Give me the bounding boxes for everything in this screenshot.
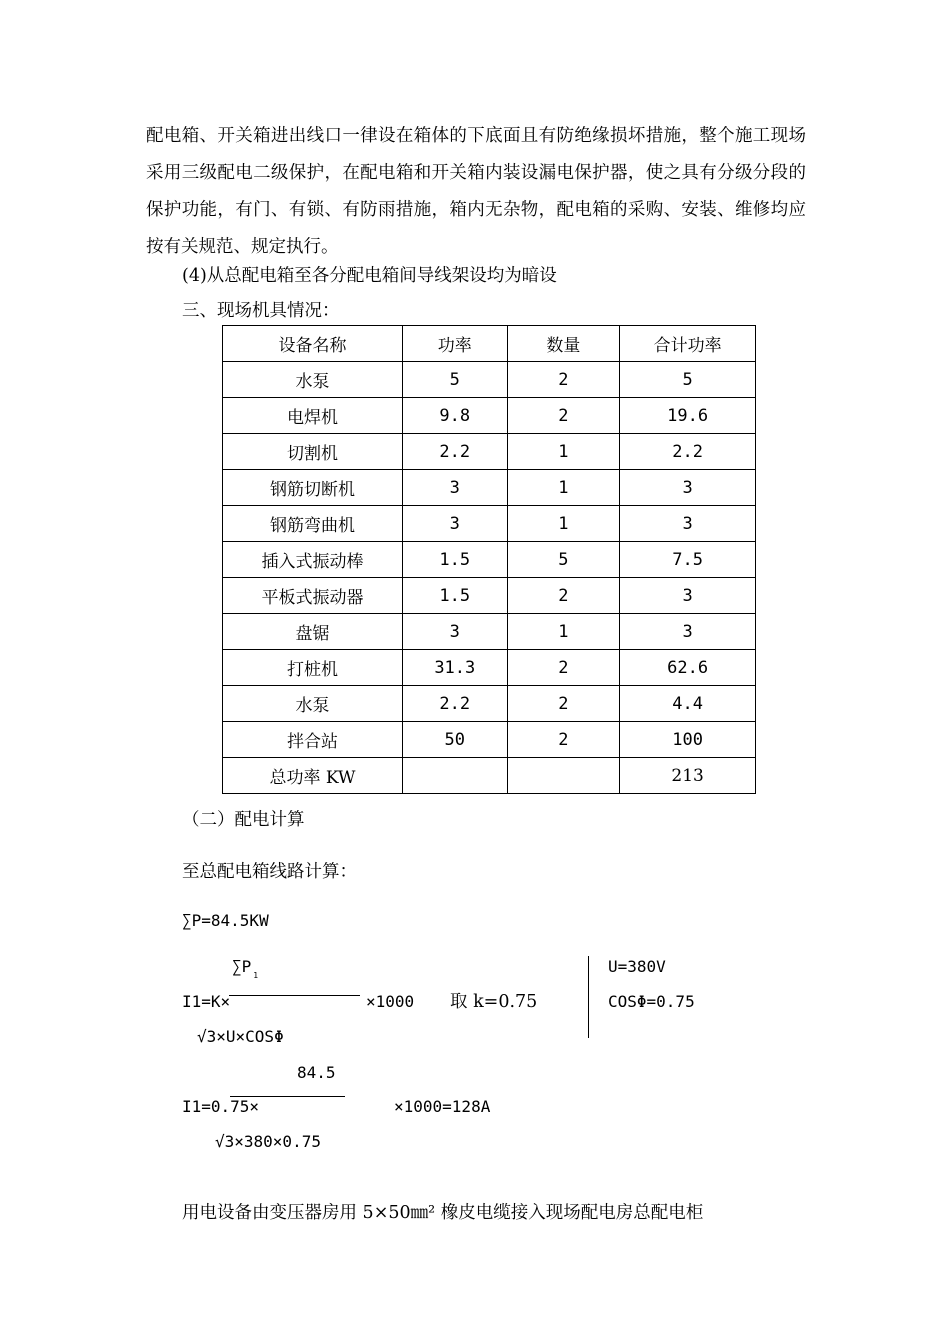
formula1-k-note-text: 取 k=0.75 xyxy=(450,992,538,1012)
section-3-title: 三、现场机具情况： xyxy=(182,301,340,321)
table-header-row xyxy=(223,326,756,362)
cell-power: 1.5 xyxy=(403,542,508,578)
equipment-table xyxy=(222,325,756,794)
cell-quantity xyxy=(507,758,620,794)
formula2-denominator: √3×380×0.75 xyxy=(215,1132,321,1151)
cell-power: 50 xyxy=(403,722,508,758)
cell-power: 3 xyxy=(403,614,508,650)
cell-power: 3 xyxy=(403,470,508,506)
cell-name: 钢筋弯曲机 xyxy=(223,506,403,542)
cell-total-power: 19.6 xyxy=(620,398,756,434)
formula1-multiplier: ×1000 xyxy=(366,992,415,1011)
cell-total-power: 213 xyxy=(620,758,756,794)
cell-total-power: 4.4 xyxy=(620,686,756,722)
cell-name: 水泵 xyxy=(223,686,403,722)
table-row xyxy=(223,758,756,794)
cell-quantity: 1 xyxy=(507,434,620,470)
table-row xyxy=(223,722,756,758)
cell-name: 切割机 xyxy=(223,434,403,470)
item-4-text: (4)从总配电箱至各分配电箱间导线架设均为暗设 xyxy=(182,266,557,286)
cell-total-power: 3 xyxy=(620,506,756,542)
table-row xyxy=(223,578,756,614)
formula2-result: ×1000=128A xyxy=(394,1097,491,1116)
cell-name: 钢筋切断机 xyxy=(223,470,403,506)
formula2-numerator: 84.5 xyxy=(297,1063,336,1082)
calc-intro: 至总配电箱线路计算： xyxy=(182,862,357,882)
cell-power: 3 xyxy=(403,506,508,542)
cell-quantity: 2 xyxy=(507,686,620,722)
header-total-power: 合计功率 xyxy=(620,326,756,362)
cell-total-power: 7.5 xyxy=(620,542,756,578)
cell-quantity: 2 xyxy=(507,362,620,398)
cell-quantity: 2 xyxy=(507,722,620,758)
cell-name: 水泵 xyxy=(223,362,403,398)
header-name: 设备名称 xyxy=(223,326,403,362)
cell-quantity: 5 xyxy=(507,542,620,578)
cell-name: 总功率 KW xyxy=(223,758,403,794)
table-row xyxy=(223,398,756,434)
table-row xyxy=(223,434,756,470)
cell-name: 盘锯 xyxy=(223,614,403,650)
cell-name: 平板式振动器 xyxy=(223,578,403,614)
cell-quantity: 1 xyxy=(507,506,620,542)
table-row xyxy=(223,506,756,542)
table-row xyxy=(223,542,756,578)
vertical-divider xyxy=(588,956,589,1038)
param-u: U=380V xyxy=(608,957,666,976)
cell-name: 打桩机 xyxy=(223,650,403,686)
cell-power: 2.2 xyxy=(403,686,508,722)
cell-quantity: 2 xyxy=(507,398,620,434)
cell-power: 9.8 xyxy=(403,398,508,434)
cell-total-power: 62.6 xyxy=(620,650,756,686)
cell-power xyxy=(403,758,508,794)
cell-power: 31.3 xyxy=(403,650,508,686)
cell-power: 2.2 xyxy=(403,434,508,470)
conclusion-text: 用电设备由变压器房用 5×50㎜² 橡皮电缆接入现场配电房总配电柜 xyxy=(182,1203,704,1223)
sum-p: ∑P=84.5KW xyxy=(182,911,269,930)
cell-total-power: 3 xyxy=(620,470,756,506)
formula1-lhs: I1=K× xyxy=(182,992,231,1011)
cell-quantity: 2 xyxy=(507,650,620,686)
formula1-denominator: √3×U×COSΦ xyxy=(197,1027,284,1046)
cell-total-power: 5 xyxy=(620,362,756,398)
header-quantity: 数量 xyxy=(507,326,620,362)
intro-paragraph: 配电箱、开关箱进出线口一律设在箱体的下底面且有防绝缘损坏措施，整个施工现场采用三级配电二级保护，在配电箱和开关箱内装设漏电保护器，使之具有分级分段的保护功能，有门、有锁、有防雨措施，箱内无杂物，配电箱的采购、安装、维修均应按有关规范、规定执行。 xyxy=(146,126,806,257)
cell-power: 5 xyxy=(403,362,508,398)
cell-name: 电焊机 xyxy=(223,398,403,434)
table-row xyxy=(223,614,756,650)
cell-total-power: 100 xyxy=(620,722,756,758)
table-row xyxy=(223,686,756,722)
header-power: 功率 xyxy=(403,326,508,362)
formula1-numerator-text: ∑P xyxy=(232,957,252,976)
cell-quantity: 2 xyxy=(507,578,620,614)
cell-total-power: 2.2 xyxy=(620,434,756,470)
cell-total-power: 3 xyxy=(620,614,756,650)
table-row xyxy=(223,650,756,686)
table-row xyxy=(223,362,756,398)
section-2-title: （二）配电计算 xyxy=(182,810,305,830)
cell-quantity: 1 xyxy=(507,470,620,506)
cell-name: 插入式振动棒 xyxy=(223,542,403,578)
table-row xyxy=(223,470,756,506)
formula1-k-note xyxy=(450,992,537,1012)
formula2-lhs: I1=0.75× xyxy=(182,1097,260,1116)
formula1-numerator xyxy=(232,957,259,980)
cell-name: 拌合站 xyxy=(223,722,403,758)
param-cos: COSΦ=0.75 xyxy=(608,992,695,1011)
cell-quantity: 1 xyxy=(507,614,620,650)
cell-power: 1.5 xyxy=(403,578,508,614)
cell-total-power: 3 xyxy=(620,578,756,614)
formula1-fraction-bar xyxy=(229,995,360,996)
formula1-numerator-sub: 1 xyxy=(253,971,259,980)
